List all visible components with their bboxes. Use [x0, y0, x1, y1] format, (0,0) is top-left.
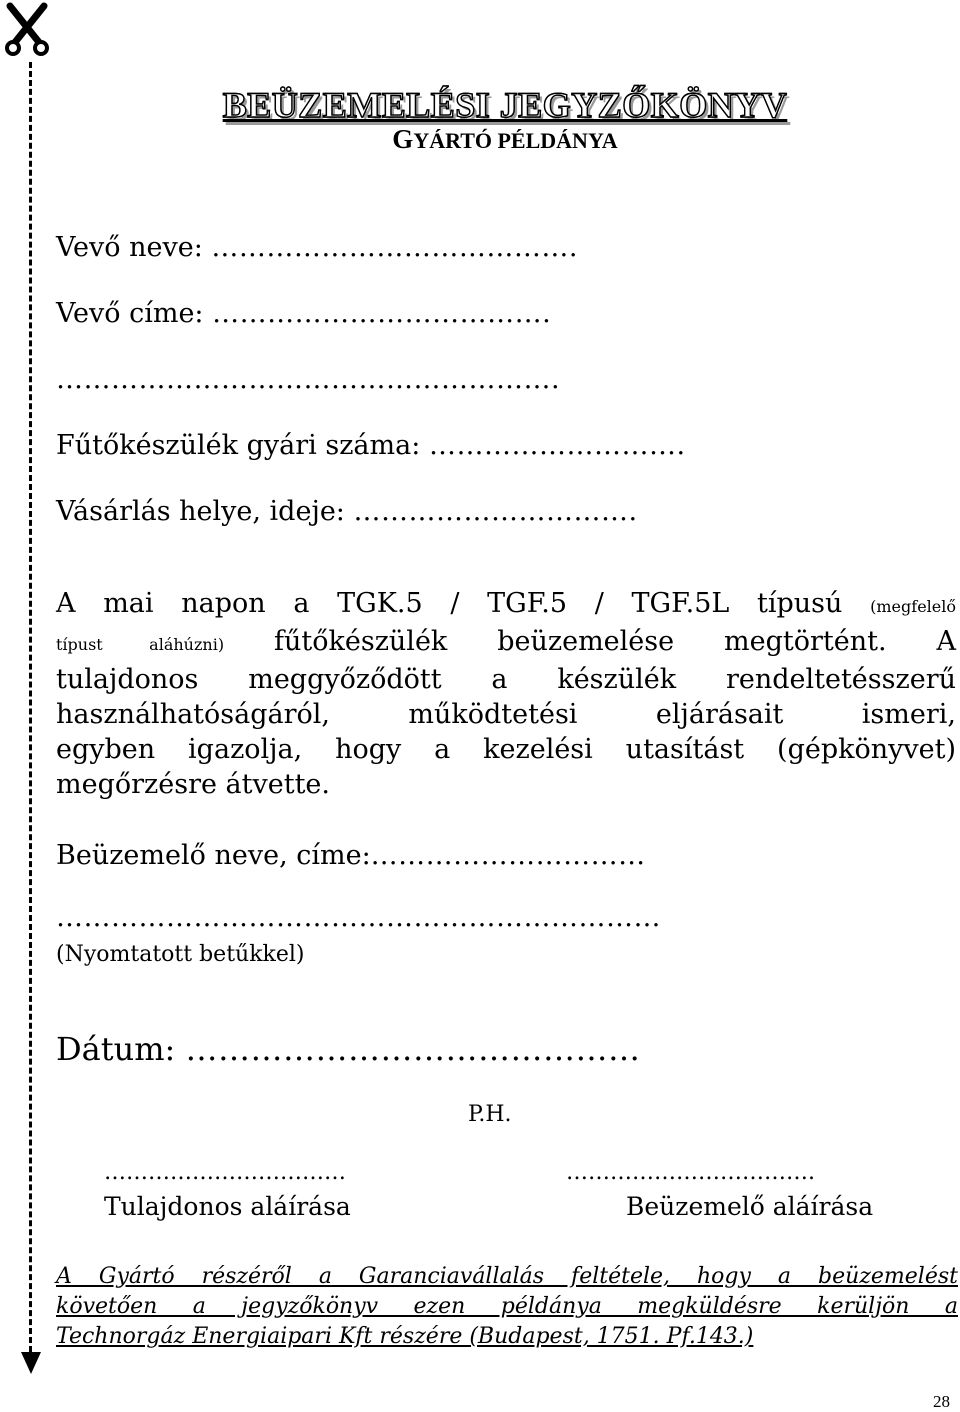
customer-address-dots: ………………………………. [212, 298, 552, 329]
date-label: Dátum: [56, 1030, 176, 1068]
owner-signature-line: …………………………… [104, 1160, 346, 1185]
document-subtitle [0, 124, 960, 155]
installer-field [56, 842, 646, 869]
subtitle-rest: YÁRTÓ PÉLDÁNYA [413, 128, 618, 153]
statement-note: (megfelelő [870, 597, 956, 616]
installer-signature-label: Beüzemelő aláírása [626, 1192, 874, 1221]
statement-line-4: használhatóságáról, működtetési eljárásait ismeri, [56, 699, 956, 730]
date-dots: …………………………………… [185, 1030, 641, 1068]
customer-name-dots: …………………………………. [211, 232, 578, 263]
cut-line [29, 62, 32, 1352]
notice-line-2: követően a jegyzőkönyv ezen példánya megküldésre kerüljön a [56, 1294, 958, 1319]
serial-number-label: Fűtőkészülék gyári száma: [56, 430, 421, 461]
purchase-label: Vásárlás helye, ideje: [56, 496, 345, 527]
installer-signature-line: ……………………………. [566, 1160, 815, 1185]
subtitle-initial: G [392, 124, 414, 154]
date-field [56, 1030, 641, 1068]
customer-address-label: Vevő címe: [56, 298, 204, 329]
statement-line-6: megőrzésre átvette. [56, 769, 330, 800]
serial-number-field [56, 432, 686, 459]
customer-name-field [56, 234, 578, 261]
purchase-dots: …………………………. [353, 496, 638, 527]
statement-text: A mai napon a TGK.5 / TGF.5 / TGF.5L típusú [56, 588, 871, 619]
stamp-place: P.H. [468, 1102, 512, 1127]
installer-line2: ………………………………………………………… [56, 902, 661, 933]
purchase-field [56, 498, 638, 525]
statement-note: típust aláhúzni) [56, 635, 225, 654]
installer-label: Beüzemelő neve, címe: [56, 840, 371, 871]
statement-line-3: tulajdonos meggyőződött a készülék rendeltetésszerű [56, 664, 956, 695]
customer-address-line2: ………………………………………………. [56, 364, 561, 395]
scissors-icon [4, 2, 50, 56]
printed-letters-note: (Nyomtatott betűkkel) [56, 942, 305, 967]
statement-text: fűtőkészülék beüzemelése megtörtént. A [224, 626, 957, 657]
owner-signature-label: Tulajdonos aláírása [104, 1192, 351, 1221]
installer-dots: ………………………… [370, 840, 646, 871]
arrow-down-icon [21, 1352, 41, 1374]
serial-number-dots: ………………………. [428, 430, 686, 461]
notice-line-3: Technorgáz Energiaipari Kft részére (Budapest, 1751. Pf.143.) [56, 1324, 754, 1349]
document-title: BEÜZEMELÉSI JEGYZŐKÖNYV [222, 85, 788, 125]
statement-line-1 [56, 586, 956, 624]
commissioning-statement [56, 586, 956, 802]
notice-line-1: A Gyártó részéről a Garanciavállalás feltétele, hogy a beüzemelést [56, 1264, 958, 1289]
statement-line-2 [56, 624, 956, 662]
customer-name-label: Vevő neve: [56, 232, 203, 263]
customer-address-field [56, 300, 551, 327]
page-number: 28 [933, 1392, 950, 1411]
warranty-notice [56, 1262, 958, 1352]
statement-line-5: egyben igazolja, hogy a kezelési utasítást (gépkönyvet) [56, 734, 956, 765]
